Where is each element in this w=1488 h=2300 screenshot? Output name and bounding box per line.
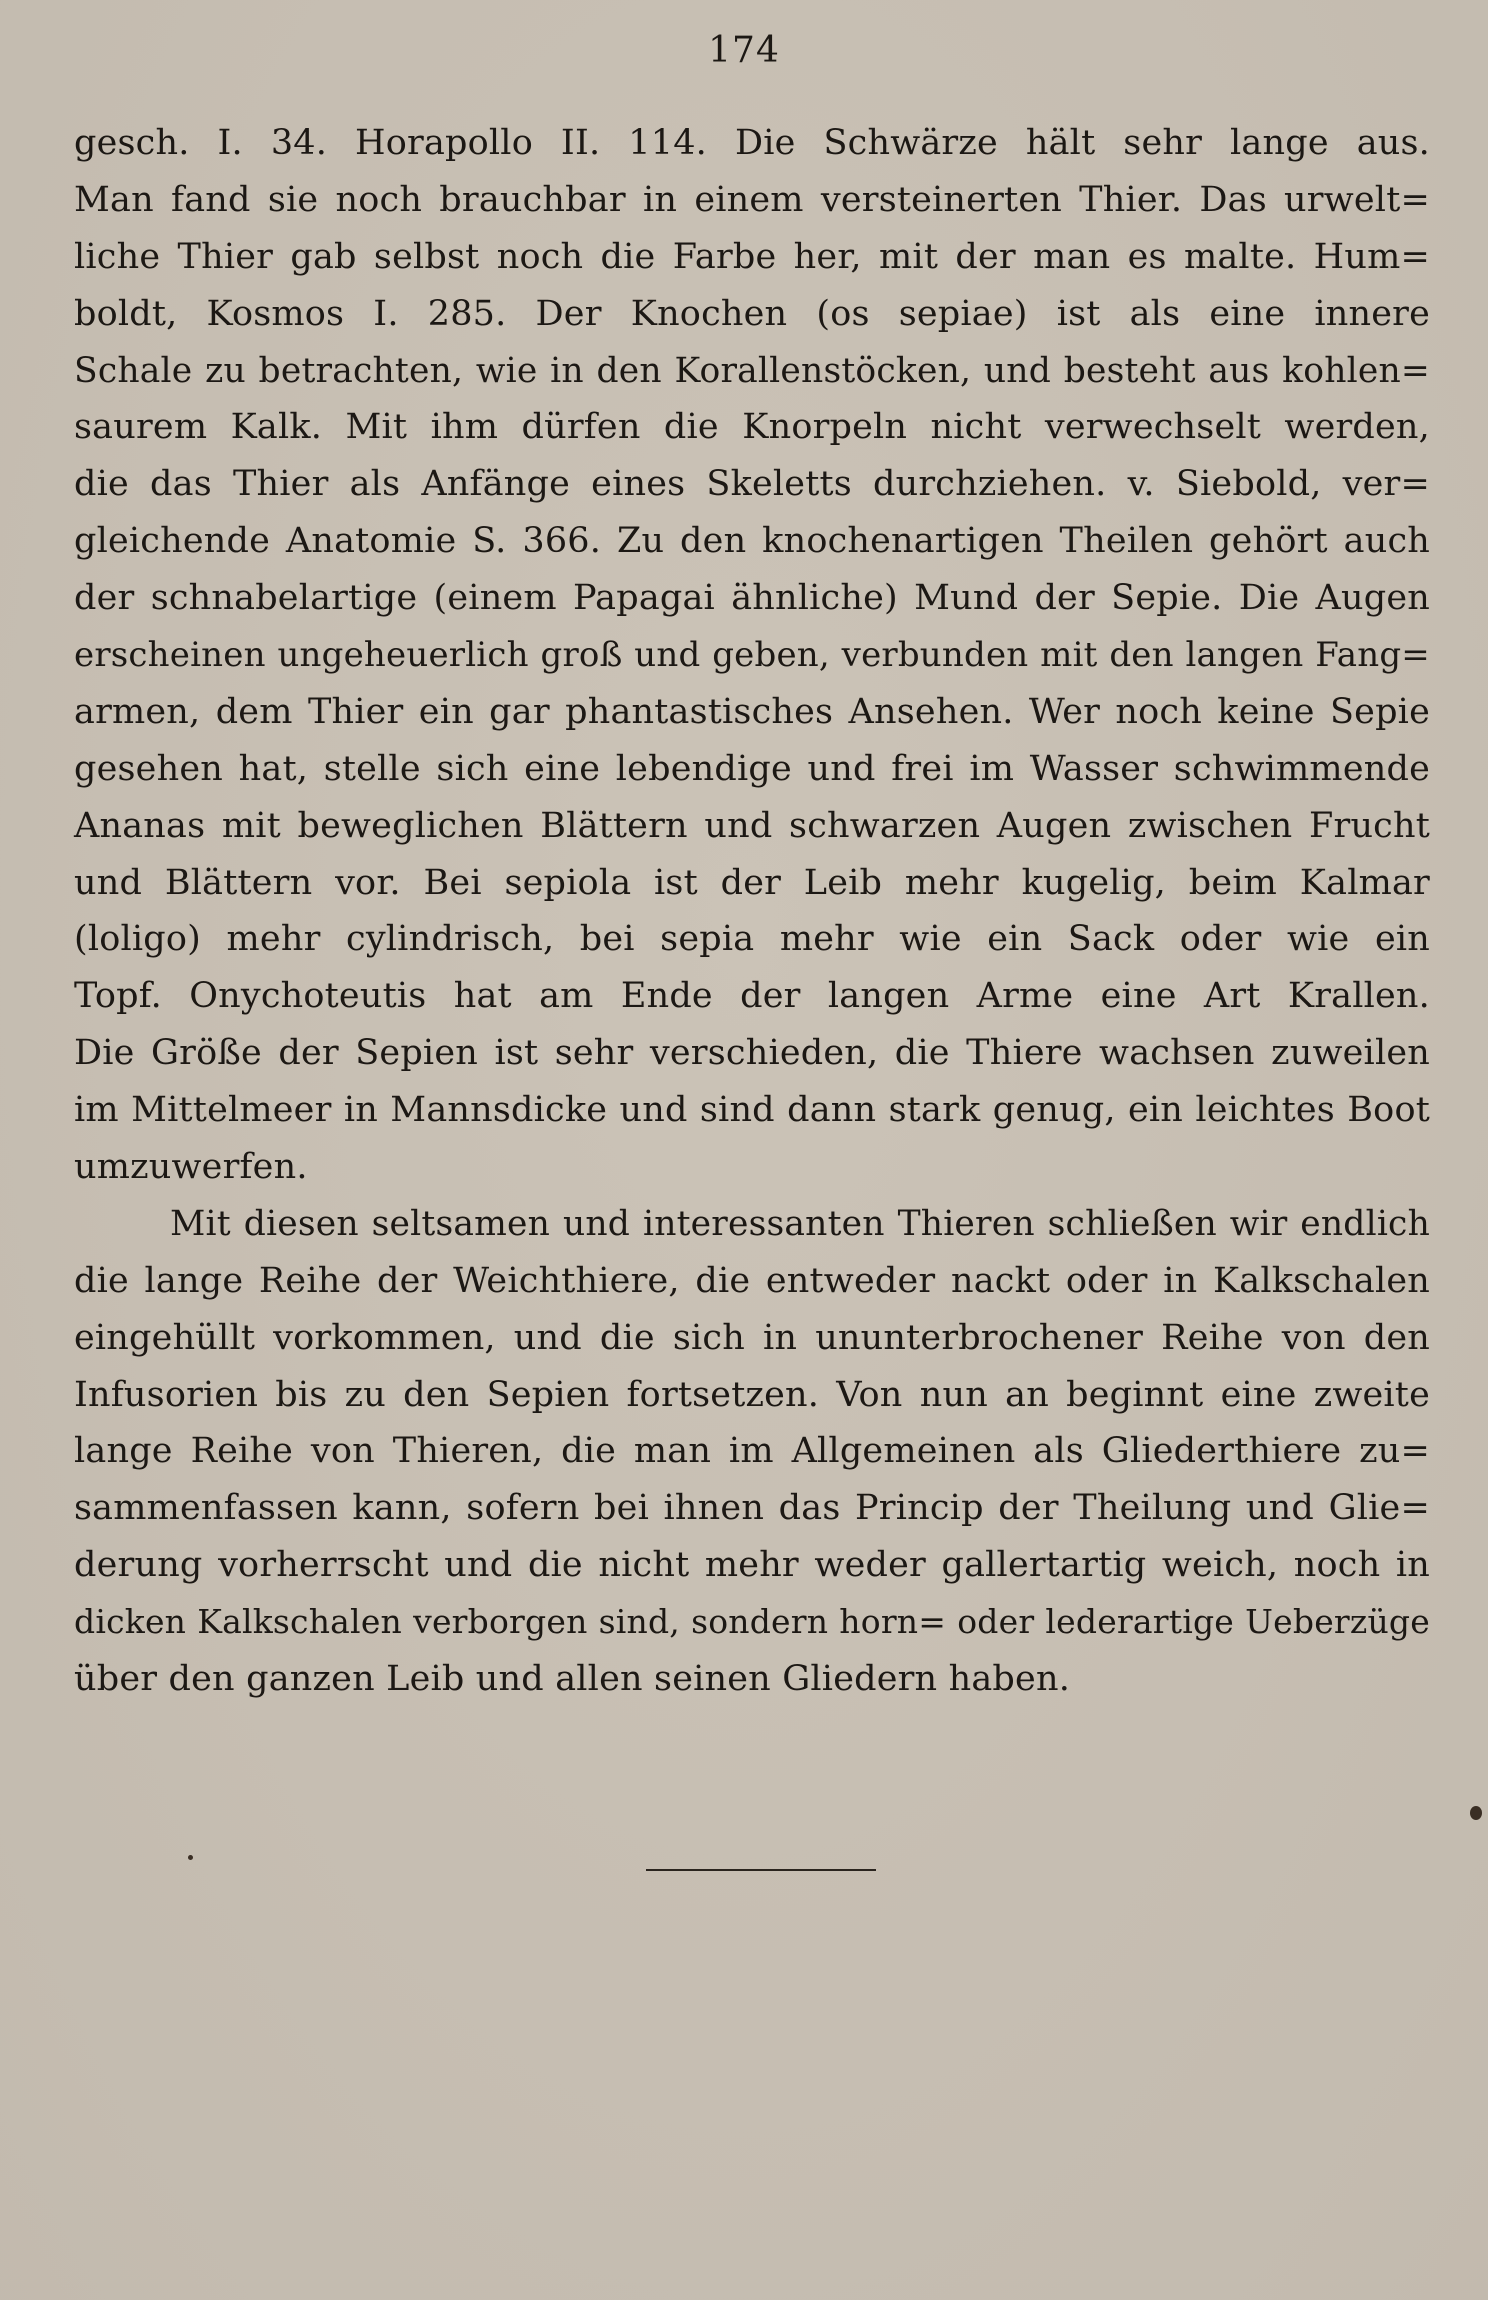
text-line: Man fand sie noch brauchbar in einem versteinerten Thier. Das urwelt= xyxy=(74,179,1430,220)
text-line: Ananas mit beweglichen Blättern und schwarzen Augen zwischen Frucht xyxy=(74,805,1430,846)
text-line: die lange Reihe der Weichthiere, die entweder nackt oder in Kalkschalen xyxy=(74,1260,1430,1301)
text-line: (loligo) mehr cylindrisch, bei sepia mehr wie ein Sack oder wie ein xyxy=(74,919,1430,960)
text-line: der schnabelartige (einem Papagai ähnliche) Mund der Sepie. Die Augen xyxy=(74,578,1430,619)
text-line: gesehen hat, stelle sich eine lebendige und frei im Wasser schwimmende xyxy=(74,748,1430,789)
text-line: und Blättern vor. Bei sepiola ist der Leib mehr kugelig, beim Kalmar xyxy=(74,862,1430,903)
text-line: Mit diesen seltsamen und interessanten Thieren schließen wir endlich xyxy=(170,1203,1430,1244)
text-line: umzuwerfen. xyxy=(74,1147,308,1188)
page-number: 174 xyxy=(708,30,780,71)
text-line: eingehüllt vorkommen, und die sich in ununterbrochener Reihe von den xyxy=(74,1317,1430,1358)
paragraph-1 xyxy=(74,115,1430,1196)
text-line: über den ganzen Leib und allen seinen Gliedern haben. xyxy=(74,1659,1071,1700)
paragraph-2 xyxy=(74,1196,1430,1708)
text-line: boldt, Kosmos I. 285. Der Knochen (os sepiae) ist als eine innere xyxy=(74,293,1430,334)
text-line: lange Reihe von Thieren, die man im Allgemeinen als Gliederthiere zu= xyxy=(74,1431,1430,1472)
body-text xyxy=(74,115,1430,1708)
text-line: dicken Kalkschalen verborgen sind, sondern horn= oder lederartige Ueberzüge xyxy=(74,1602,1430,1642)
text-line: Schale zu betrachten, wie in den Korallenstöcken, und besteht aus kohlen= xyxy=(74,350,1430,391)
paper-speck xyxy=(188,1855,193,1860)
text-line: im Mittelmeer in Mannsdicke und sind dann stark genug, ein leichtes Boot xyxy=(74,1090,1430,1131)
text-line: liche Thier gab selbst noch die Farbe her, mit der man es malte. Hum= xyxy=(74,236,1430,277)
text-line: saurem Kalk. Mit ihm dürfen die Knorpeln nicht verwechselt werden, xyxy=(74,407,1430,448)
text-line: die das Thier als Anfänge eines Skeletts durchziehen. v. Siebold, ver= xyxy=(74,464,1430,505)
text-line: erscheinen ungeheuerlich groß und geben, verbunden mit den langen Fang= xyxy=(74,635,1430,676)
text-line: gleichende Anatomie S. 366. Zu den knochenartigen Theilen gehört auch xyxy=(74,521,1430,562)
text-line: derung vorherrscht und die nicht mehr weder gallertartig weich, noch in xyxy=(74,1545,1430,1586)
text-line: Die Größe der Sepien ist sehr verschieden, die Thiere wachsen zuweilen xyxy=(74,1033,1430,1074)
text-line: sammenfassen kann, sofern bei ihnen das Princip der Theilung und Glie= xyxy=(74,1488,1430,1529)
text-line: Topf. Onychoteutis hat am Ende der langen Arme eine Art Krallen. xyxy=(74,976,1430,1017)
text-line: gesch. I. 34. Horapollo II. 114. Die Schwärze hält sehr lange aus. xyxy=(74,123,1430,163)
text-line: Infusorien bis zu den Sepien fortsetzen. Von nun an beginnt eine zweite xyxy=(74,1374,1430,1415)
section-divider xyxy=(646,1869,876,1871)
paper-speck xyxy=(1470,1806,1482,1820)
text-line: armen, dem Thier ein gar phantastisches Ansehen. Wer noch keine Sepie xyxy=(74,691,1430,732)
